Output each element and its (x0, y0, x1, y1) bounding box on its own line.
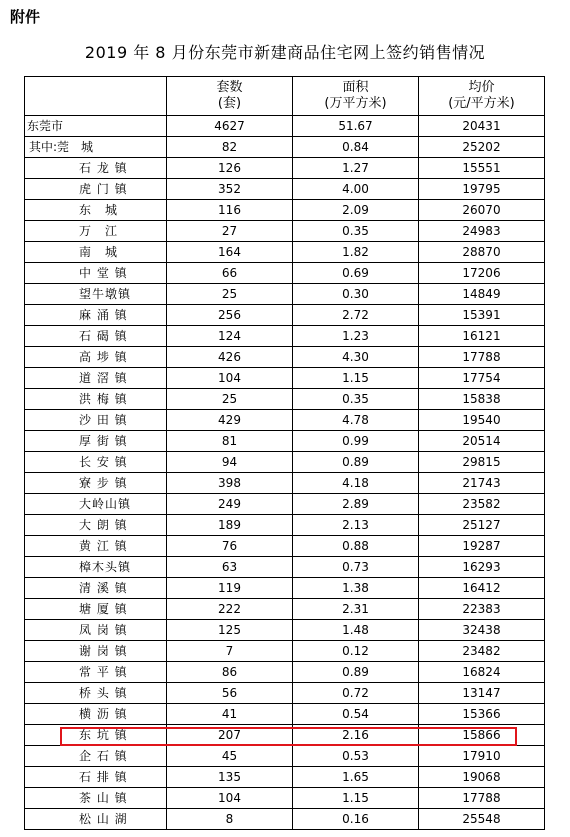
attachment-label: 附件 (10, 8, 41, 26)
town-name-cell: 东 坑 镇 (25, 725, 167, 746)
table-row (25, 746, 545, 767)
units-cell: 256 (167, 305, 293, 326)
price-cell: 19795 (419, 179, 545, 200)
table-row (25, 683, 545, 704)
town-name-cell: 松 山 湖 (25, 809, 167, 830)
price-cell: 15551 (419, 158, 545, 179)
area-cell: 0.35 (293, 389, 419, 410)
area-cell: 0.35 (293, 221, 419, 242)
table-row (25, 809, 545, 830)
units-cell: 249 (167, 494, 293, 515)
area-cell: 0.73 (293, 557, 419, 578)
table-row (25, 725, 545, 746)
area-cell: 1.23 (293, 326, 419, 347)
area-cell: 0.30 (293, 284, 419, 305)
price-cell: 25548 (419, 809, 545, 830)
town-name-cell: 塘 厦 镇 (25, 599, 167, 620)
area-cell: 1.27 (293, 158, 419, 179)
price-cell: 15866 (419, 725, 545, 746)
table-row (25, 536, 545, 557)
city-units-cell: 4627 (167, 116, 293, 137)
table-row (25, 578, 545, 599)
price-cell: 23582 (419, 494, 545, 515)
town-name-cell: 万 江 (25, 221, 167, 242)
document-title: 2019 年 8 月份东莞市新建商品住宅网上签约销售情况 (84, 43, 486, 62)
area-cell: 0.16 (293, 809, 419, 830)
table-row (25, 431, 545, 452)
units-cell: 126 (167, 158, 293, 179)
price-cell: 16121 (419, 326, 545, 347)
area-cell: 2.16 (293, 725, 419, 746)
price-cell: 15838 (419, 389, 545, 410)
units-cell: 104 (167, 788, 293, 809)
area-cell: 1.15 (293, 368, 419, 389)
price-cell: 15366 (419, 704, 545, 725)
table-row (25, 284, 545, 305)
units-cell: 27 (167, 221, 293, 242)
town-name-cell: 石 排 镇 (25, 767, 167, 788)
price-cell: 19540 (419, 410, 545, 431)
units-cell: 135 (167, 767, 293, 788)
town-name-cell: 厚 街 镇 (25, 431, 167, 452)
header-units: 套数 (套) (167, 77, 293, 116)
area-cell: 0.89 (293, 452, 419, 473)
units-cell: 94 (167, 452, 293, 473)
price-cell: 16293 (419, 557, 545, 578)
town-name-cell: 樟木头镇 (25, 557, 167, 578)
area-cell: 0.54 (293, 704, 419, 725)
units-cell: 398 (167, 473, 293, 494)
units-cell: 7 (167, 641, 293, 662)
table-row (25, 704, 545, 725)
table-row (25, 452, 545, 473)
table-row (25, 326, 545, 347)
price-cell: 23482 (419, 641, 545, 662)
units-cell: 124 (167, 326, 293, 347)
table-row (25, 158, 545, 179)
table-row (25, 515, 545, 536)
price-cell: 25127 (419, 515, 545, 536)
price-cell: 17910 (419, 746, 545, 767)
table-row (25, 620, 545, 641)
town-name-cell: 寮 步 镇 (25, 473, 167, 494)
units-cell: 25 (167, 389, 293, 410)
price-cell: 17754 (419, 368, 545, 389)
table-row (25, 242, 545, 263)
units-cell: 352 (167, 179, 293, 200)
area-cell: 4.30 (293, 347, 419, 368)
table-row (25, 389, 545, 410)
price-cell: 17788 (419, 788, 545, 809)
table-row (25, 368, 545, 389)
town-name-cell: 桥 头 镇 (25, 683, 167, 704)
units-cell: 426 (167, 347, 293, 368)
town-name-cell: 凤 岗 镇 (25, 620, 167, 641)
header-corner-cell (25, 77, 167, 116)
units-cell: 76 (167, 536, 293, 557)
units-cell: 86 (167, 662, 293, 683)
header-area: 面积 (万平方米) (293, 77, 419, 116)
units-cell: 222 (167, 599, 293, 620)
price-cell: 14849 (419, 284, 545, 305)
area-cell: 1.82 (293, 242, 419, 263)
town-name-cell: 长 安 镇 (25, 452, 167, 473)
table-row (25, 137, 545, 158)
units-cell: 8 (167, 809, 293, 830)
units-cell: 66 (167, 263, 293, 284)
price-cell: 17206 (419, 263, 545, 284)
town-name-cell: 谢 岗 镇 (25, 641, 167, 662)
table-row (25, 410, 545, 431)
price-cell: 15391 (419, 305, 545, 326)
area-cell: 4.78 (293, 410, 419, 431)
city-name-cell: 东莞市 (25, 116, 167, 137)
area-cell: 0.53 (293, 746, 419, 767)
area-cell: 0.72 (293, 683, 419, 704)
table-row (25, 305, 545, 326)
units-cell: 119 (167, 578, 293, 599)
price-cell: 16412 (419, 578, 545, 599)
town-name-cell: 石 碣 镇 (25, 326, 167, 347)
city-total-row (25, 116, 545, 137)
units-cell: 429 (167, 410, 293, 431)
town-name-cell: 虎 门 镇 (25, 179, 167, 200)
price-cell: 29815 (419, 452, 545, 473)
price-cell: 32438 (419, 620, 545, 641)
area-cell: 1.65 (293, 767, 419, 788)
area-cell: 0.84 (293, 137, 419, 158)
sales-table (24, 76, 545, 830)
price-cell: 16824 (419, 662, 545, 683)
town-name-cell: 清 溪 镇 (25, 578, 167, 599)
units-cell: 82 (167, 137, 293, 158)
table-row (25, 641, 545, 662)
town-name-cell: 高 埗 镇 (25, 347, 167, 368)
table-row (25, 263, 545, 284)
header-price: 均价 (元/平方米) (419, 77, 545, 116)
town-name-cell: 洪 梅 镇 (25, 389, 167, 410)
area-cell: 2.89 (293, 494, 419, 515)
price-cell: 20514 (419, 431, 545, 452)
units-cell: 189 (167, 515, 293, 536)
table-row (25, 179, 545, 200)
units-cell: 116 (167, 200, 293, 221)
price-cell: 24983 (419, 221, 545, 242)
price-cell: 19287 (419, 536, 545, 557)
table-row (25, 494, 545, 515)
area-cell: 0.69 (293, 263, 419, 284)
town-name-cell: 其中:莞 城 (25, 137, 167, 158)
town-name-cell: 麻 涌 镇 (25, 305, 167, 326)
units-cell: 63 (167, 557, 293, 578)
city-price-cell: 20431 (419, 116, 545, 137)
area-cell: 0.99 (293, 431, 419, 452)
table-row (25, 347, 545, 368)
town-name-cell: 南 城 (25, 242, 167, 263)
units-cell: 207 (167, 725, 293, 746)
area-cell: 2.13 (293, 515, 419, 536)
town-name-cell: 常 平 镇 (25, 662, 167, 683)
table-row (25, 662, 545, 683)
units-cell: 164 (167, 242, 293, 263)
table-row (25, 200, 545, 221)
area-cell: 1.48 (293, 620, 419, 641)
units-cell: 81 (167, 431, 293, 452)
area-cell: 0.12 (293, 641, 419, 662)
price-cell: 17788 (419, 347, 545, 368)
price-cell: 22383 (419, 599, 545, 620)
price-cell: 25202 (419, 137, 545, 158)
units-cell: 41 (167, 704, 293, 725)
table-row (25, 599, 545, 620)
town-name-cell: 大岭山镇 (25, 494, 167, 515)
town-name-cell: 企 石 镇 (25, 746, 167, 767)
table-row (25, 557, 545, 578)
town-name-cell: 黄 江 镇 (25, 536, 167, 557)
units-cell: 45 (167, 746, 293, 767)
town-name-cell: 沙 田 镇 (25, 410, 167, 431)
price-cell: 28870 (419, 242, 545, 263)
town-name-cell: 东 城 (25, 200, 167, 221)
units-cell: 125 (167, 620, 293, 641)
area-cell: 0.88 (293, 536, 419, 557)
table-row (25, 788, 545, 809)
price-cell: 13147 (419, 683, 545, 704)
town-name-cell: 道 滘 镇 (25, 368, 167, 389)
table-row (25, 767, 545, 788)
price-cell: 19068 (419, 767, 545, 788)
table-row (25, 221, 545, 242)
header-row (25, 77, 545, 116)
area-cell: 1.38 (293, 578, 419, 599)
price-cell: 21743 (419, 473, 545, 494)
town-name-cell: 横 沥 镇 (25, 704, 167, 725)
units-cell: 56 (167, 683, 293, 704)
area-cell: 0.89 (293, 662, 419, 683)
units-cell: 104 (167, 368, 293, 389)
table-row (25, 473, 545, 494)
area-cell: 4.18 (293, 473, 419, 494)
area-cell: 1.15 (293, 788, 419, 809)
town-name-cell: 望牛墩镇 (25, 284, 167, 305)
area-cell: 2.31 (293, 599, 419, 620)
units-cell: 25 (167, 284, 293, 305)
area-cell: 2.72 (293, 305, 419, 326)
city-area-cell: 51.67 (293, 116, 419, 137)
town-name-cell: 石 龙 镇 (25, 158, 167, 179)
town-name-cell: 大 朗 镇 (25, 515, 167, 536)
area-cell: 4.00 (293, 179, 419, 200)
price-cell: 26070 (419, 200, 545, 221)
area-cell: 2.09 (293, 200, 419, 221)
town-name-cell: 茶 山 镇 (25, 788, 167, 809)
town-name-cell: 中 堂 镇 (25, 263, 167, 284)
